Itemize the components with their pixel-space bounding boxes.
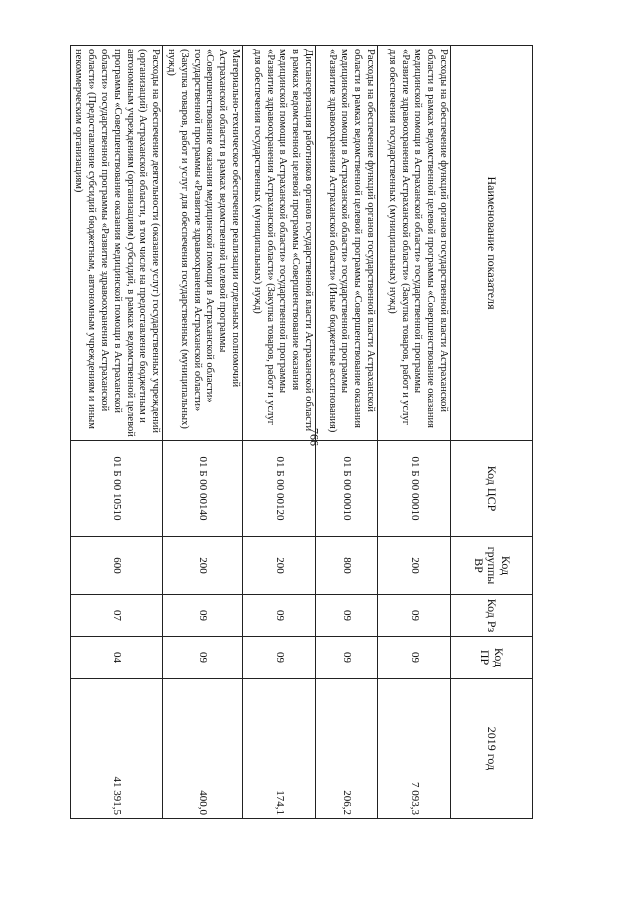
- cell-indicator-name: Расходы на обеспечение функций органов государственной власти Астраханской области в рамках ведомственной целевой программы «Совершенствование оказания медицинской помощи в Астраханской области» государственной программы «Развитие здравоохранения Астраханской области» (Закупка товаров, работ и услуг для обеспечения государственных (муниципальных) нужд): [378, 46, 451, 441]
- cell-amount: 206,2: [316, 679, 378, 819]
- cell-rz-code: 09: [163, 595, 243, 637]
- cell-amount: 41 391,5: [70, 679, 163, 819]
- cell-indicator-name: Материально-техническое обеспечение реализации отдельных полномочий Астраханской области в рамках ведомственной целевой программы «Совершенствование оказания медицинской помощи в Астраханской области» государственной программы «Развитие здравоохранения Астраханской области» (Закупка товаров, работ и услуг для обеспечения государственных (муниципальных) нужд): [163, 46, 243, 441]
- cell-rz-code: 09: [316, 595, 378, 637]
- table-row: [243, 46, 316, 819]
- cell-pr-code: 09: [378, 637, 451, 679]
- cell-vr-code: 600: [70, 537, 163, 595]
- cell-amount: 400,0: [163, 679, 243, 819]
- column-header-name: Наименование показателя: [451, 46, 533, 441]
- column-header-vr: Код группы ВР: [451, 537, 533, 595]
- column-header-rz: Код Рз: [451, 595, 533, 637]
- cell-pr-code: 09: [163, 637, 243, 679]
- table-row: [163, 46, 243, 819]
- cell-pr-code: 04: [70, 637, 163, 679]
- cell-vr-code: 200: [243, 537, 316, 595]
- table-row: [316, 46, 378, 819]
- cell-indicator-name: Расходы на обеспечение функций органов государственной власти Астраханской области в рамках ведомственной целевой программы «Совершенствование оказания медицинской помощи в Астраханской области» государственной программы «Развитие здравоохранения Астраханской области» (Иные бюджетные ассигнования): [316, 46, 378, 441]
- cell-csr-code: 01 Б 00 00010: [378, 441, 451, 537]
- cell-pr-code: 09: [243, 637, 316, 679]
- page-number: 766: [307, 428, 322, 446]
- cell-csr-code: 01 Б 00 00140: [163, 441, 243, 537]
- cell-indicator-name: Диспансеризация работников органов государственной власти Астраханской области в рамках ведомственной целевой программы «Совершенствование оказания медицинской помощи в Астраханской области» государственной программы «Развитие здравоохранения Астраханской области» (Закупка товаров, работ и услуг для обеспечения государственных (муниципальных) нужд): [243, 46, 316, 441]
- cell-csr-code: 01 Б 00 00120: [243, 441, 316, 537]
- table-row: [378, 46, 451, 819]
- column-header-pr: Код ПР: [451, 637, 533, 679]
- column-header-year: 2019 год: [451, 679, 533, 819]
- cell-rz-code: 09: [243, 595, 316, 637]
- cell-amount: 7 093,3: [378, 679, 451, 819]
- cell-csr-code: 01 Б 00 10510: [70, 441, 163, 537]
- cell-rz-code: 09: [378, 595, 451, 637]
- cell-vr-code: 800: [316, 537, 378, 595]
- table-row: [70, 46, 163, 819]
- cell-csr-code: 01 Б 00 00010: [316, 441, 378, 537]
- cell-vr-code: 200: [163, 537, 243, 595]
- cell-pr-code: 09: [316, 637, 378, 679]
- budget-table-wrapper: [73, 45, 533, 818]
- column-header-csr: Код ЦСР: [451, 441, 533, 537]
- cell-amount: 174,1: [243, 679, 316, 819]
- cell-rz-code: 07: [70, 595, 163, 637]
- budget-table: [70, 45, 533, 819]
- cell-indicator-name: Расходы на обеспечение деятельности (оказание услуг) государственных учреждений (организаций) Астраханской области, в том числе на предоставление бюджетным и автономным учреждениям (организациям) субсидий, в рамках ведомственной целевой программы «Совершенствование оказания медицинской помощи в Астраханской области» государственной программы «Развитие здравоохранения Астраханской области» (Предоставление субсидий бюджетным, автономным учреждениям и иным некоммерческим организациям): [70, 46, 163, 441]
- table-header-row: [451, 46, 533, 819]
- cell-vr-code: 200: [378, 537, 451, 595]
